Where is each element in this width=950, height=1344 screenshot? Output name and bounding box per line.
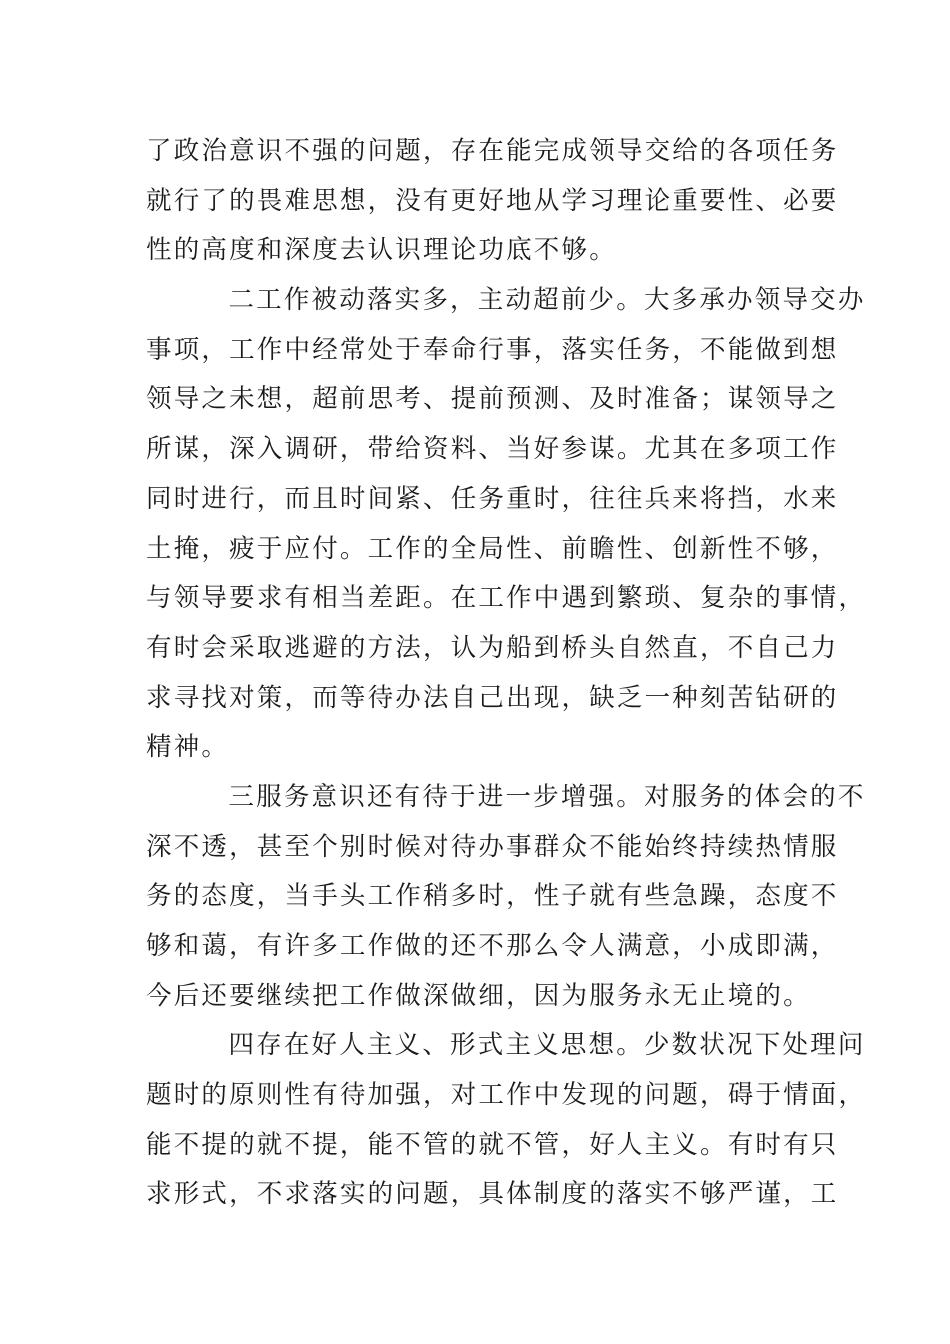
text-line: 所谋，深入调研，带给资料、当好参谋。尤其在多项工作 <box>146 434 839 465</box>
text-line: 性的高度和深度去认识理论功底不够。 <box>146 235 617 266</box>
text-line: 能不提的就不提，能不管的就不管，好人主义。有时有只 <box>146 1129 839 1160</box>
text-line: 深不透，甚至个别时候对待办事群众不能始终持续热情服 <box>146 831 839 862</box>
text-line: 够和蔼，有许多工作做的还不那么令人满意，小成即满， <box>146 931 839 961</box>
text-line: 四存在好人主义、形式主义思想。少数状况下处理问 <box>146 1030 866 1061</box>
text-line: 同时进行，而且时间紧、任务重时，往往兵来将挡，水来 <box>146 483 839 514</box>
text-line: 有时会采取逃避的方法，认为船到桥头自然直，不自己力 <box>146 632 839 663</box>
text-line: 与领导要求有相当差距。在工作中遇到繁琐、复杂的事情， <box>146 583 867 614</box>
text-line: 务的态度，当手头工作稍多时，性子就有些急躁，态度不 <box>146 881 839 912</box>
text-line: 求寻找对策，而等待办法自己出现，缺乏一种刻苦钻研的 <box>146 682 839 713</box>
text-line: 了政治意识不强的问题，存在能完成领导交给的各项任务 <box>146 136 839 166</box>
text-line: 题时的原则性有待加强，对工作中发现的问题，碍于情面， <box>146 1080 867 1111</box>
text-line: 就行了的畏难思想，没有更好地从学习理论重要性、必要 <box>146 185 839 216</box>
text-line: 求形式，不求落实的问题，具体制度的落实不够严谨，工 <box>146 1179 839 1210</box>
text-line: 今后还要继续把工作做深做细，因为服务永无止境的。 <box>146 980 811 1011</box>
text-line: 事项，工作中经常处于奉命行事，落实任务，不能做到想 <box>146 334 839 365</box>
text-line: 三服务意识还有待于进一步增强。对服务的体会的不 <box>146 781 866 812</box>
text-line: 精神。 <box>146 732 230 763</box>
text-line: 二工作被动落实多，主动超前少。大多承办领导交办 <box>146 285 866 316</box>
text-line: 领导之未想，超前思考、提前预测、及时准备；谋领导之 <box>146 384 839 415</box>
body-text <box>146 127 867 1220</box>
text-line: 土掩，疲于应付。工作的全局性、前瞻性、创新性不够， <box>146 533 839 564</box>
